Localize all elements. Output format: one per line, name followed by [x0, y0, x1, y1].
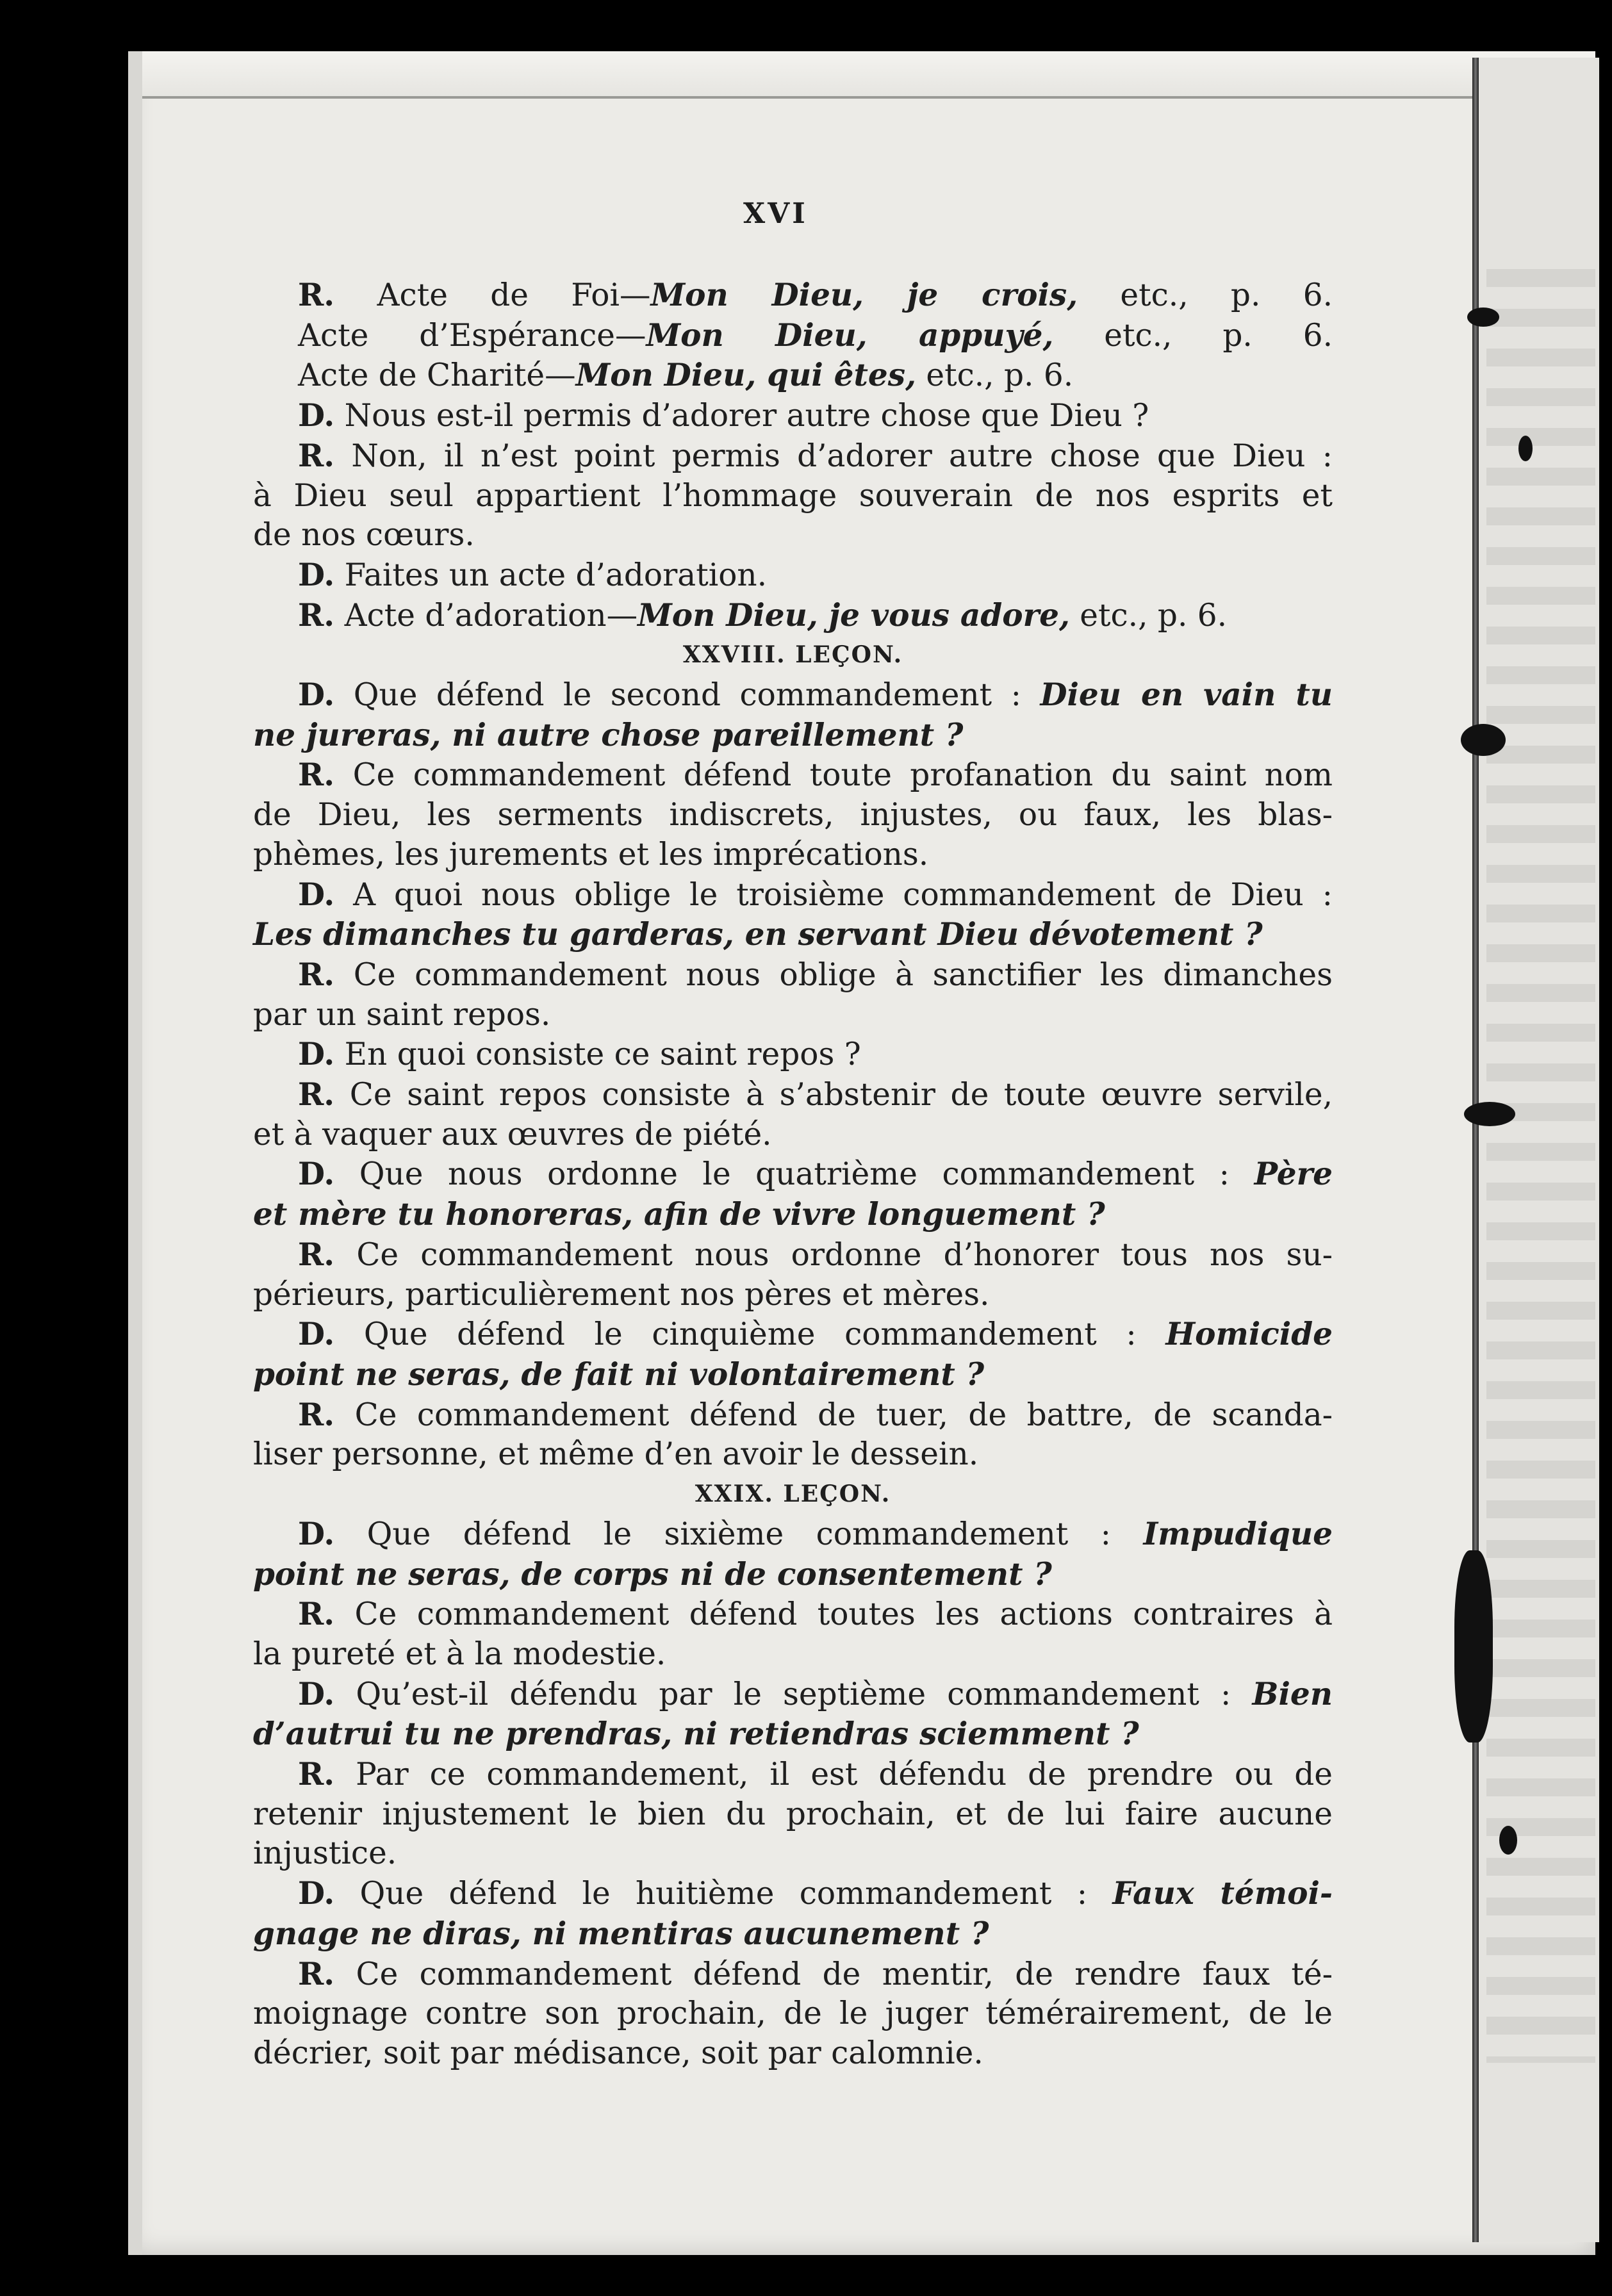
text-line	[253, 1914, 1333, 1955]
ink-blot	[1467, 308, 1499, 327]
text-line	[253, 716, 1333, 756]
speaker-label: R.	[298, 1756, 335, 1793]
text-segment: Acte d’adoration—	[334, 597, 638, 634]
text-line	[253, 1435, 1333, 1475]
text-line	[253, 1355, 1333, 1395]
ink-blot	[1461, 724, 1506, 756]
text-segment: Par ce commandement, il est défendu de prendre ou de	[334, 1757, 1333, 1793]
italic-text-segment: et mère tu honoreras, afin de vivre longuement ?	[253, 1196, 1105, 1233]
speaker-label: R.	[298, 1596, 335, 1633]
italic-text-segment: Mon Dieu, je crois,	[650, 277, 1078, 313]
text-segment: par un saint repos.	[253, 996, 551, 1033]
text-segment: Acte de Foi—	[334, 277, 651, 313]
ink-blot	[1518, 436, 1533, 461]
speaker-label: D.	[298, 1156, 335, 1193]
text-line	[253, 356, 1333, 396]
lesson-heading: XXIX. LEÇON.	[695, 1480, 891, 1508]
italic-text-segment: gnage ne diras, ni mentiras aucunement ?	[253, 1915, 989, 1952]
text-line	[253, 2034, 1333, 2074]
text-line	[253, 555, 1333, 596]
speaker-label: D.	[298, 397, 335, 434]
text-segment: Ce commandement défend toutes les actions contraires à	[334, 1596, 1333, 1633]
text-line	[253, 1755, 1333, 1795]
italic-text-segment: Père	[1254, 1156, 1333, 1193]
text-segment: Faites un acte d’adoration.	[334, 557, 768, 593]
italic-text-segment: Bien	[1252, 1675, 1333, 1712]
text-segment: Que défend le second commandement :	[334, 677, 1040, 714]
italic-text-segment: Impudique	[1143, 1515, 1333, 1552]
text-line	[253, 1275, 1333, 1315]
text-segment: Que défend le huitième commandement :	[334, 1876, 1113, 1912]
speaker-label: D.	[298, 1875, 335, 1912]
speaker-label: R.	[298, 1236, 335, 1273]
speaker-label: D.	[298, 556, 335, 593]
text-segment: Non, il n’est point permis d’adorer autre chose que Dieu :	[334, 438, 1333, 474]
text-segment: phèmes, les jurements et les imprécations.	[253, 836, 929, 873]
catechism-text	[253, 275, 1333, 2074]
text-line	[253, 796, 1333, 835]
text-line	[253, 1514, 1333, 1555]
text-line	[253, 1195, 1333, 1235]
text-segment: la pureté et à la modestie.	[253, 1636, 666, 1672]
speaker-label: D.	[298, 1515, 335, 1552]
text-segment: Que nous ordonne le quatrième commandement :	[334, 1156, 1254, 1193]
text-line	[253, 1955, 1333, 1995]
text-segment: de Dieu, les serments indiscrets, injustes, ou faux, les blas-	[253, 797, 1333, 833]
text-line	[253, 915, 1333, 955]
text-line	[253, 1874, 1333, 1914]
text-line	[253, 1595, 1333, 1635]
text-segment: Acte de Charité—	[298, 357, 576, 394]
text-line	[253, 1035, 1333, 1075]
text-line	[253, 1994, 1333, 2034]
text-line	[253, 1154, 1333, 1195]
text-line	[253, 755, 1333, 796]
ink-blot	[1454, 1550, 1493, 1742]
text-segment: Ce commandement nous ordonne d’honorer tous nos su-	[334, 1236, 1333, 1273]
speaker-label: D.	[298, 1036, 335, 1073]
text-segment: etc., p. 6.	[1069, 597, 1228, 634]
italic-text-segment: point ne seras, de corps ni de consentement ?	[253, 1555, 1052, 1593]
text-segment: de nos cœurs.	[253, 517, 475, 554]
page-gutter-fold	[1472, 58, 1479, 2242]
speaker-label: R.	[298, 757, 335, 794]
speaker-label: R.	[298, 437, 335, 474]
italic-text-segment: ne jureras, ni autre chose pareillement ?	[253, 716, 964, 753]
text-segment: Acte d’Espérance—	[298, 317, 646, 354]
text-segment: etc., p. 6.	[1078, 277, 1333, 313]
ink-blot	[1464, 1102, 1515, 1126]
text-line	[253, 955, 1333, 996]
text-line	[253, 1315, 1333, 1355]
text-segment: périeurs, particulièrement nos pères et mères.	[253, 1276, 990, 1313]
text-segment: Ce commandement défend toute profanation du saint nom	[334, 757, 1333, 794]
text-segment: retenir injustement le bien du prochain, et de lui faire aucune	[253, 1796, 1333, 1832]
text-line	[253, 1395, 1333, 1436]
text-line	[253, 1795, 1333, 1835]
text-line	[253, 477, 1333, 516]
page-left-edge	[128, 51, 142, 2255]
italic-text-segment: Mon Dieu, je vous adore,	[637, 596, 1070, 634]
speaker-label: R.	[298, 1076, 335, 1113]
text-line	[253, 1075, 1333, 1115]
text-segment: Nous est-il permis d’adorer autre chose que Dieu ?	[334, 398, 1149, 434]
italic-text-segment: d’autrui tu ne prendras, ni retiendras sciemment ?	[253, 1716, 1139, 1753]
text-line	[253, 1555, 1333, 1595]
speaker-label: D.	[298, 676, 335, 714]
text-line	[253, 316, 1333, 356]
italic-text-segment: Mon Dieu, appuyé,	[646, 316, 1054, 354]
italic-text-segment: Faux témoi-	[1112, 1875, 1333, 1912]
text-line	[253, 1115, 1333, 1155]
italic-text-segment: Dieu en vain tu	[1040, 676, 1333, 714]
speaker-label: R.	[298, 596, 335, 634]
text-line	[253, 516, 1333, 555]
italic-text-segment: Mon Dieu, qui êtes,	[575, 357, 916, 394]
text-segment: Que défend le cinquième commandement :	[334, 1316, 1166, 1353]
speaker-label: D.	[298, 1675, 335, 1712]
speaker-label: R.	[298, 1396, 335, 1433]
text-line	[253, 396, 1333, 436]
speaker-label: R.	[298, 277, 335, 313]
italic-text-segment: point ne seras, de fait ni volontairement ?	[253, 1356, 985, 1393]
text-segment: et à vaquer aux œuvres de piété.	[253, 1116, 772, 1152]
text-segment: à Dieu seul appartient l’hommage souverain de nos esprits et	[253, 477, 1333, 514]
text-segment: En quoi consiste ce saint repos ?	[334, 1037, 861, 1073]
text-segment: etc., p. 6.	[1053, 317, 1333, 354]
text-segment: Ce commandement défend de tuer, de battre, de scanda-	[334, 1397, 1333, 1433]
text-line	[253, 1635, 1333, 1675]
text-segment: Qu’est-il défendu par le septième commandement :	[334, 1676, 1253, 1712]
speaker-label: R.	[298, 1955, 335, 1992]
text-line	[253, 1834, 1333, 1874]
speaker-label: D.	[298, 876, 335, 913]
text-line	[253, 875, 1333, 915]
text-line	[253, 996, 1333, 1035]
text-line	[253, 436, 1333, 477]
speaker-label: D.	[298, 1316, 335, 1353]
text-line	[253, 1235, 1333, 1275]
text-line	[253, 1675, 1333, 1715]
text-segment: décrier, soit par médisance, soit par calomnie.	[253, 2035, 983, 2071]
ink-blot	[1499, 1826, 1517, 1855]
text-line	[253, 1714, 1333, 1755]
page-top-edge	[128, 51, 1595, 99]
lesson-heading: XXVIII. LEÇON.	[682, 641, 903, 669]
text-segment: etc., p. 6.	[916, 357, 1074, 394]
text-segment: Ce saint repos consiste à s’abstenir de toute œuvre servile,	[334, 1077, 1333, 1113]
text-segment: injustice.	[253, 1835, 397, 1872]
speaker-label: R.	[298, 956, 335, 993]
text-segment: A quoi nous oblige le troisième commandement de Dieu :	[334, 876, 1333, 913]
text-line	[253, 275, 1333, 316]
italic-text-segment: Homicide	[1165, 1316, 1333, 1353]
page-number: XVI	[743, 197, 808, 230]
text-segment: Ce commandement défend de mentir, de rendre faux té-	[334, 1956, 1333, 1992]
italic-text-segment: Les dimanches tu garderas, en servant Dieu dévotement ?	[253, 916, 1263, 953]
text-line	[253, 835, 1333, 875]
text-line	[253, 675, 1333, 716]
text-segment: Que défend le sixième commandement :	[334, 1516, 1144, 1552]
text-segment: moignage contre son prochain, de le juger témérairement, de le	[253, 1996, 1333, 2032]
text-line	[253, 596, 1333, 636]
bleed-through-text	[1486, 269, 1595, 2063]
text-segment: Ce commandement nous oblige à sanctifier les dimanches	[334, 956, 1333, 993]
text-segment: liser personne, et même d’en avoir le dessein.	[253, 1436, 979, 1473]
